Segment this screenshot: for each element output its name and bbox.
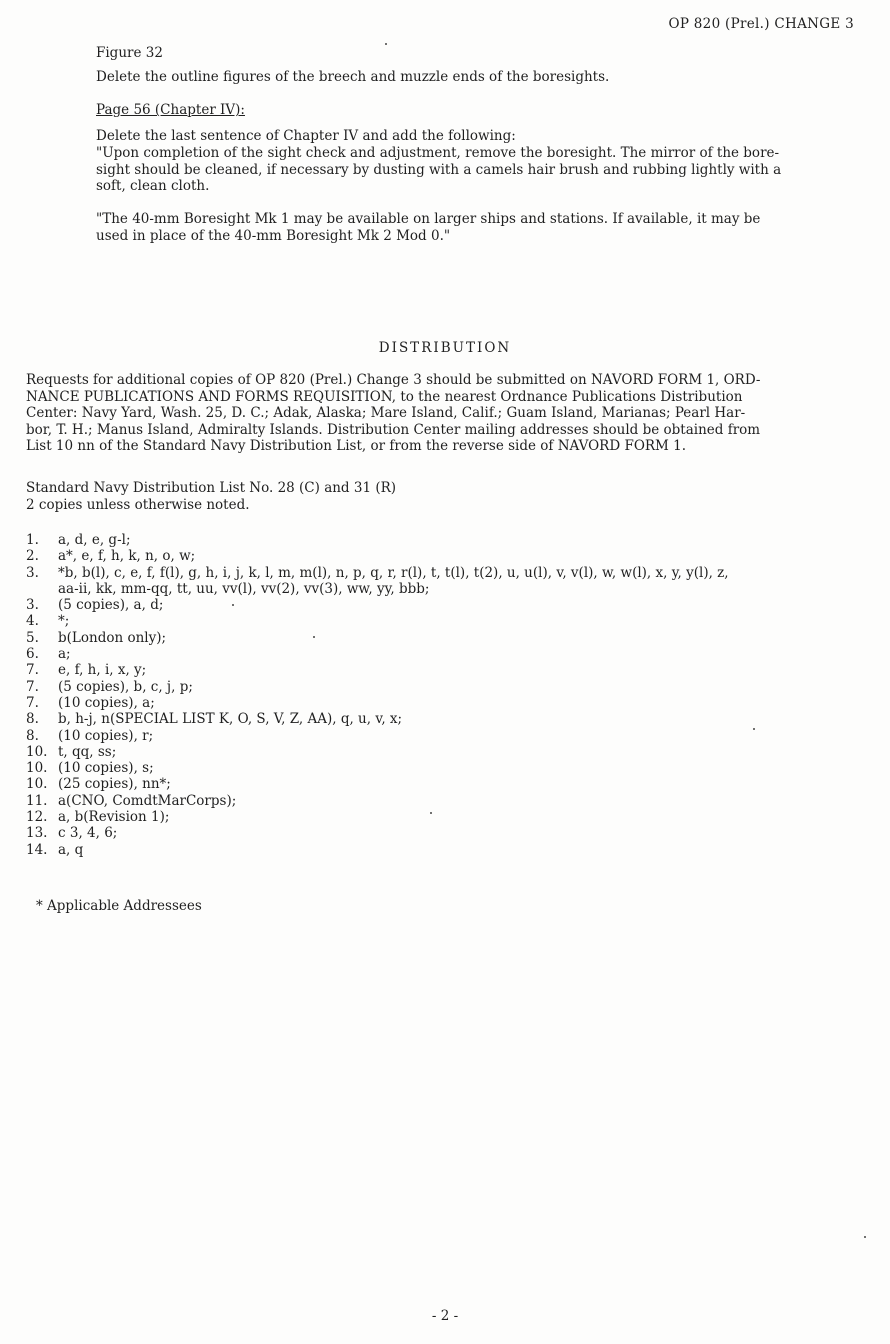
list-item	[26, 646, 729, 662]
list-item	[26, 679, 729, 695]
list-item	[26, 630, 729, 646]
list-item	[26, 728, 729, 744]
list-item	[26, 695, 729, 711]
list-item	[26, 548, 729, 564]
quote1-line: "Upon completion of the sight check and adjustment, remove the boresight. The mirror of the bore-	[96, 145, 780, 161]
scan-speck	[864, 1236, 866, 1238]
footnote: * Applicable Addressees	[36, 898, 202, 914]
list-item-number: 10.	[26, 776, 48, 793]
list-item-continuation: aa-ii, kk, mm-qq, tt, uu, vv(l), vv(2), vv(3), ww, yy, bbb;	[58, 580, 430, 597]
list-item-text: (10 copies), r;	[58, 727, 154, 744]
list-item-text: (10 copies), a;	[58, 694, 155, 711]
quote1-line: soft, clean cloth.	[96, 178, 210, 194]
list-item-number: 10.	[26, 743, 48, 760]
list-item	[26, 532, 729, 548]
list-item-number: 8.	[26, 711, 39, 728]
quote2-line: "The 40-mm Boresight Mk 1 may be available on larger ships and stations. If available, it may be	[96, 211, 761, 227]
list-item-text: (25 copies), nn*;	[58, 776, 171, 793]
page-number: - 2 -	[431, 1308, 459, 1324]
list-item-text: *;	[58, 613, 70, 630]
instruction-text: Delete the last sentence of Chapter IV and add the following:	[96, 128, 516, 144]
list-item	[26, 565, 729, 581]
list-item-number: 12.	[26, 809, 48, 826]
list-item-number: 7.	[26, 678, 39, 695]
list-item-text: a(CNO, ComdtMarCorps);	[58, 792, 237, 809]
list-item-number: 7.	[26, 694, 39, 711]
list-item-text: a*, e, f, h, k, n, o, w;	[58, 548, 196, 565]
list-item-text: (5 copies), b, c, j, p;	[58, 678, 193, 695]
list-item	[26, 793, 729, 809]
distribution-line: Requests for additional copies of OP 820 (Prel.) Change 3 should be submitted on NAVORD FORM 1, ORD-	[26, 372, 761, 388]
list-item-number: 2.	[26, 548, 39, 565]
distribution-list	[26, 532, 729, 858]
page-header: OP 820 (Prel.) CHANGE 3	[668, 16, 854, 32]
list-item-number: 7.	[26, 662, 39, 679]
list-item-text: e, f, h, i, x, y;	[58, 662, 147, 679]
list-item	[26, 613, 729, 629]
list-item	[26, 744, 729, 760]
list-item	[26, 842, 729, 858]
list-item-text: b(London only);	[58, 629, 167, 646]
list-item-number: 3.	[26, 597, 39, 614]
copies-note: 2 copies unless otherwise noted.	[26, 497, 250, 513]
list-item-number: 4.	[26, 613, 39, 630]
scan-speck	[753, 728, 755, 730]
scan-speck	[232, 604, 234, 606]
scan-speck	[430, 812, 432, 814]
scan-speck	[385, 43, 387, 45]
list-item-text: c 3, 4, 6;	[58, 825, 118, 842]
quote-paragraph-1	[96, 145, 781, 195]
list-item	[26, 711, 729, 727]
quote1-line: sight should be cleaned, if necessary by dusting with a camels hair brush and rubbing lightly with a	[96, 161, 782, 178]
list-item-text: (5 copies), a, d;	[58, 597, 164, 614]
distribution-line: bor, T. H.; Manus Island, Admiralty Islands. Distribution Center mailing addresses should be obtained from	[26, 421, 761, 438]
list-item	[26, 825, 729, 841]
list-item-number: 10.	[26, 760, 48, 777]
page-reference: Page 56 (Chapter IV):	[96, 102, 245, 118]
list-item-text: a, b(Revision 1);	[58, 809, 170, 826]
list-item-number: 8.	[26, 727, 39, 744]
scan-speck	[313, 636, 315, 638]
distribution-line: List 10 nn of the Standard Navy Distribution List, or from the reverse side of NAVORD FORM 1.	[26, 438, 687, 454]
list-item-text: b, h-j, n(SPECIAL LIST K, O, S, V, Z, AA), q, u, v, x;	[58, 711, 403, 728]
distribution-line: Center: Navy Yard, Wash. 25, D. C.; Adak, Alaska; Mare Island, Calif.; Guam Island, Marianas; Pearl Har-	[26, 405, 746, 421]
distribution-line: NANCE PUBLICATIONS AND FORMS REQUISITION, to the nearest Ordnance Publications Distribution	[26, 388, 743, 405]
list-item-number: 11.	[26, 792, 48, 809]
distribution-paragraph	[26, 372, 760, 455]
distribution-list-title: Standard Navy Distribution List No. 28 (C) and 31 (R)	[26, 480, 397, 496]
quote-paragraph-2	[96, 211, 760, 244]
list-item-number: 3.	[26, 564, 39, 581]
list-item	[26, 809, 729, 825]
list-item-number: 1.	[26, 532, 39, 548]
distribution-title: DISTRIBUTION	[378, 340, 512, 356]
list-item	[26, 760, 729, 776]
list-item-number: 13.	[26, 825, 48, 842]
list-item-number: 5.	[26, 629, 39, 646]
list-item	[26, 776, 729, 792]
list-item-text: *b, b(l), c, e, f, f(l), g, h, i, j, k, l, m, m(l), n, p, q, r, r(l), t, t(l), t(2), u, u(l), v, v(l), w, w(l), x, y, y(l), z,	[58, 564, 729, 581]
list-item	[26, 662, 729, 678]
list-item-number: 14.	[26, 841, 48, 858]
list-item-text: a;	[58, 646, 71, 663]
list-item-number: 6.	[26, 646, 39, 663]
figure-text: Delete the outline figures of the breech and muzzle ends of the boresights.	[96, 69, 610, 85]
list-item-text: t, qq, ss;	[58, 743, 117, 760]
list-item	[26, 597, 729, 613]
list-item-text: a, d, e, g-l;	[58, 532, 131, 548]
figure-title: Figure 32	[96, 45, 163, 61]
quote2-line: used in place of the 40-mm Boresight Mk 2 Mod 0."	[96, 227, 451, 244]
list-item-text: a, q	[58, 841, 84, 858]
list-item-text: (10 copies), s;	[58, 760, 154, 777]
